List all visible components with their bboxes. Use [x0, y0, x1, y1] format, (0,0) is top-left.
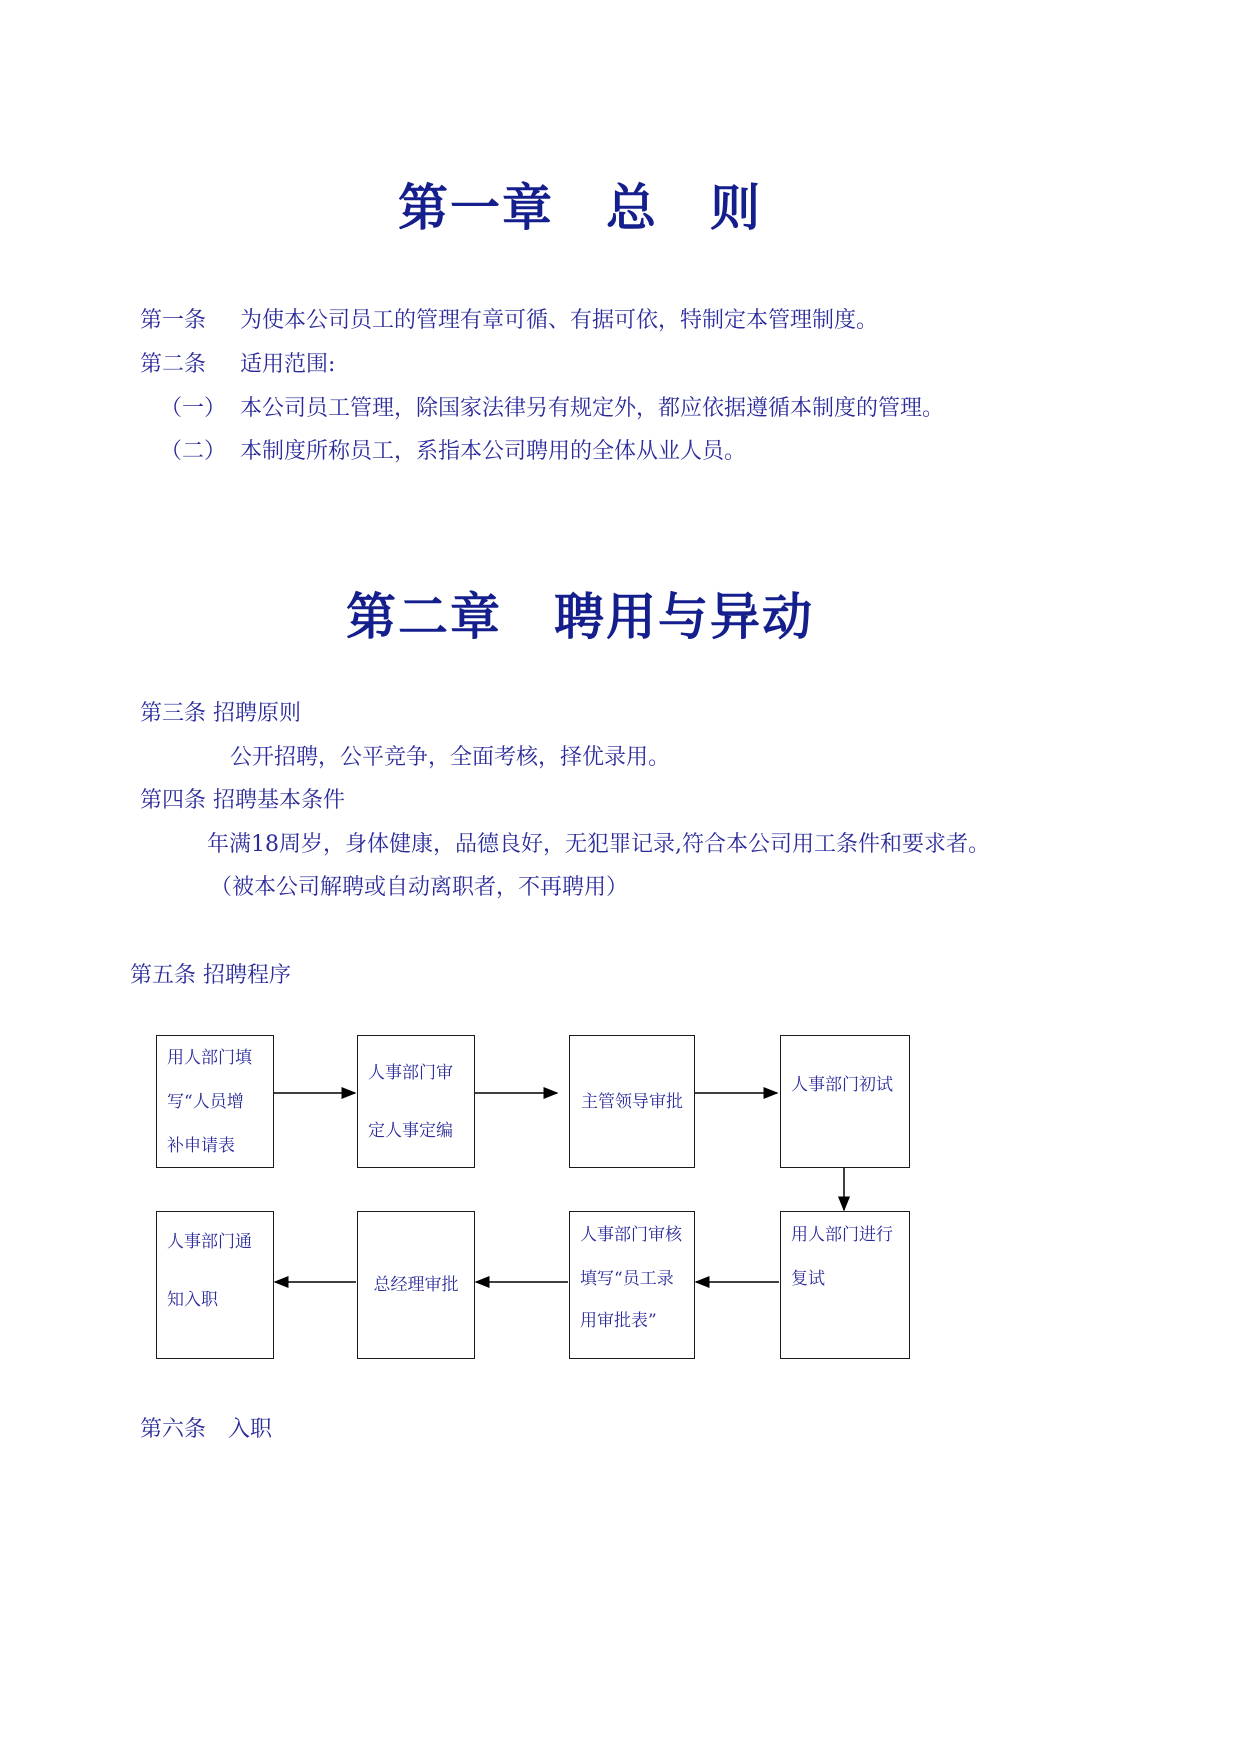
article-1-number: 第一条: [140, 308, 207, 333]
flow-step-hr-review: [357, 1035, 475, 1168]
article-1-text: 为使本公司员工的管理有章可循、有据可依，特制定本管理制度。: [240, 308, 879, 333]
flow-step-3-label: 主管领导审批: [581, 1091, 683, 1112]
flow-step-7-label: 总经理审批: [373, 1275, 459, 1295]
flow-step-4-label: 人事部门初试: [791, 1075, 893, 1095]
flow-step-1-line-1: 用人部门填: [167, 1048, 252, 1068]
item-2-number: （二）: [160, 439, 227, 464]
article-4-note: （被本公司解聘或自动离职者，不再聘用）: [210, 875, 629, 900]
flow-step-fill-request: [156, 1035, 274, 1168]
item-2-text: 本制度所称员工，系指本公司聘用的全体从业人员。: [240, 439, 747, 464]
flow-step-supervisor-approval: [569, 1035, 695, 1168]
flow-step-8-line-2: 知入职: [167, 1290, 218, 1310]
flow-step-6-line-3: 用审批表”: [580, 1311, 657, 1331]
chapter-1-title: 第一章 总 则: [398, 178, 762, 237]
article-3-text: 公开招聘，公平竞争，全面考核，择优录用。: [230, 745, 671, 770]
article-4-heading: 第四条 招聘基本条件: [140, 788, 345, 813]
flow-step-8-line-1: 人事部门通: [167, 1232, 252, 1252]
flow-step-hr-approval-form: [569, 1211, 695, 1359]
flow-step-hr-notify-onboard: [156, 1211, 274, 1359]
article-4-text: 年满18周岁，身体健康，品德良好，无犯罪记录,符合本公司用工条件和要求者。: [207, 832, 990, 857]
flow-step-5-line-2: 复试: [791, 1269, 825, 1289]
article-5-heading: 第五条 招聘程序: [130, 963, 291, 988]
flow-step-2-line-1: 人事部门审: [368, 1063, 453, 1083]
chapter-2-title: 第二章 聘用与异动: [346, 587, 814, 646]
article-3-heading: 第三条 招聘原则: [140, 701, 301, 726]
flow-step-6-line-1: 人事部门审核: [580, 1225, 682, 1245]
item-1-text: 本公司员工管理，除国家法律另有规定外，都应依据遵循本制度的管理。: [240, 396, 945, 421]
article-2-text: 适用范围:: [240, 352, 336, 377]
flow-step-hr-first-interview: [780, 1035, 910, 1168]
flow-step-2-line-2: 定人事定编: [368, 1121, 453, 1141]
article-6-heading: 第六条 入职: [140, 1417, 273, 1442]
flow-step-1-line-2: 写“人员增: [167, 1092, 244, 1112]
flow-step-gm-approval: [357, 1211, 475, 1359]
item-1-number: （一）: [160, 396, 227, 421]
flow-step-dept-second-interview: [780, 1211, 910, 1359]
flow-step-5-line-1: 用人部门进行: [791, 1225, 893, 1245]
flow-step-1-line-3: 补申请表: [167, 1136, 235, 1156]
article-2-number: 第二条: [140, 352, 207, 377]
flow-step-6-line-2: 填写“员工录: [580, 1269, 674, 1289]
